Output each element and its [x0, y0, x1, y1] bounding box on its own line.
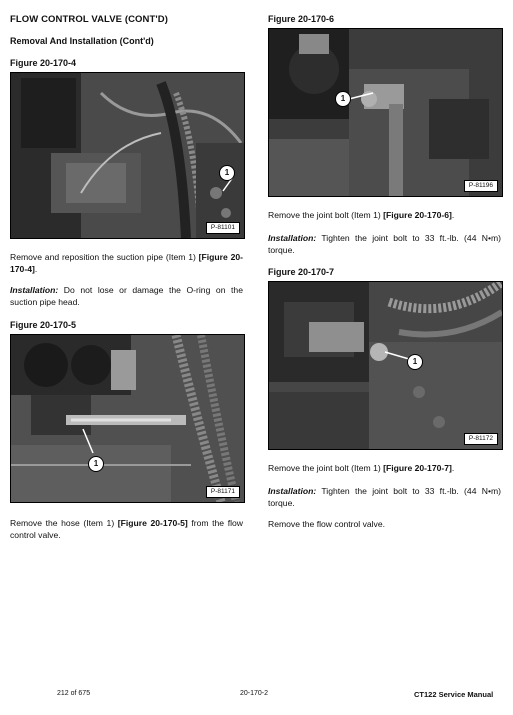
section-subtitle: Removal And Installation (Cont'd): [10, 36, 154, 46]
paragraph-text: .: [34, 263, 38, 274]
figure-label-5: Figure 20-170-5: [10, 320, 77, 330]
figure-photo-5: [10, 334, 245, 503]
paragraph-text: Tighten the joint bolt to 33 ft.-lb. (44 N•m) torque.: [268, 233, 501, 255]
paragraph-remove-suction-pipe: [10, 252, 243, 275]
paragraph-text: Remove the hose (Item 1): [10, 518, 118, 528]
paragraph-text: from the flow control valve.: [10, 518, 243, 540]
figure-reference: [Figure 20-170-4]: [10, 252, 243, 274]
photo-id: P-81172: [464, 433, 498, 445]
callout-1: 1: [407, 354, 423, 370]
figure-reference: [Figure 20-170-6]: [383, 210, 452, 220]
installation-label: Installation:: [268, 486, 317, 496]
figure-reference: [Figure 20-170-5]: [117, 518, 188, 528]
paragraph-installation-torque-7: [268, 486, 501, 509]
section-page-number: 20-170-2: [240, 690, 269, 697]
figure-photo-4: [10, 72, 245, 239]
callout-1: 1: [88, 456, 104, 472]
paragraph-remove-joint-bolt-7: [268, 463, 501, 475]
figure-photo-7: [268, 281, 503, 450]
installation-label: Installation:: [268, 233, 317, 243]
photo-id: P-81196: [464, 180, 498, 192]
paragraph-text: Do not lose or damage the O-ring on the suction pipe head.: [10, 285, 243, 307]
paragraph-text: Remove and reposition the suction pipe (Item 1): [10, 252, 199, 262]
paragraph-text: .: [451, 210, 455, 220]
paragraph-text: Remove the flow control valve.: [268, 519, 386, 529]
figure-label-4: Figure 20-170-4: [10, 58, 77, 68]
paragraph-remove-flow-control-valve: [268, 519, 501, 531]
joint-bolt-photo-illustration: [269, 29, 502, 196]
photo-id: P-81171: [206, 486, 240, 498]
figure-photo-6: [268, 28, 503, 197]
callout-1: 1: [335, 91, 351, 107]
figure-label-7: Figure 20-170-7: [268, 267, 335, 277]
hose-photo-illustration: [11, 335, 244, 502]
page-title: FLOW CONTROL VALVE (CONT'D): [10, 14, 168, 25]
paragraph-text: .: [451, 463, 455, 473]
paragraph-remove-joint-bolt-6: [268, 210, 501, 222]
engine-photo-illustration: [11, 73, 244, 238]
page-count: 212 of 675: [57, 690, 91, 697]
photo-id: P-81101: [206, 222, 240, 234]
installation-label: Installation:: [10, 285, 59, 295]
figure-reference: [Figure 20-170-7]: [383, 463, 452, 473]
paragraph-text: Tighten the joint bolt to 33 ft.-lb. (44 N•m) torque.: [268, 486, 501, 508]
joint-bolt-2-photo-illustration: [269, 282, 502, 449]
paragraph-remove-hose: [10, 518, 243, 541]
callout-1: 1: [219, 165, 235, 181]
paragraph-installation-torque-6: [268, 233, 501, 256]
manual-title: CT122 Service Manual: [414, 690, 494, 699]
paragraph-text: Remove the joint bolt (Item 1): [268, 463, 384, 473]
paragraph-text: Remove the joint bolt (Item 1): [268, 210, 384, 220]
paragraph-installation-oring: [10, 285, 243, 308]
figure-label-6: Figure 20-170-6: [268, 14, 335, 24]
